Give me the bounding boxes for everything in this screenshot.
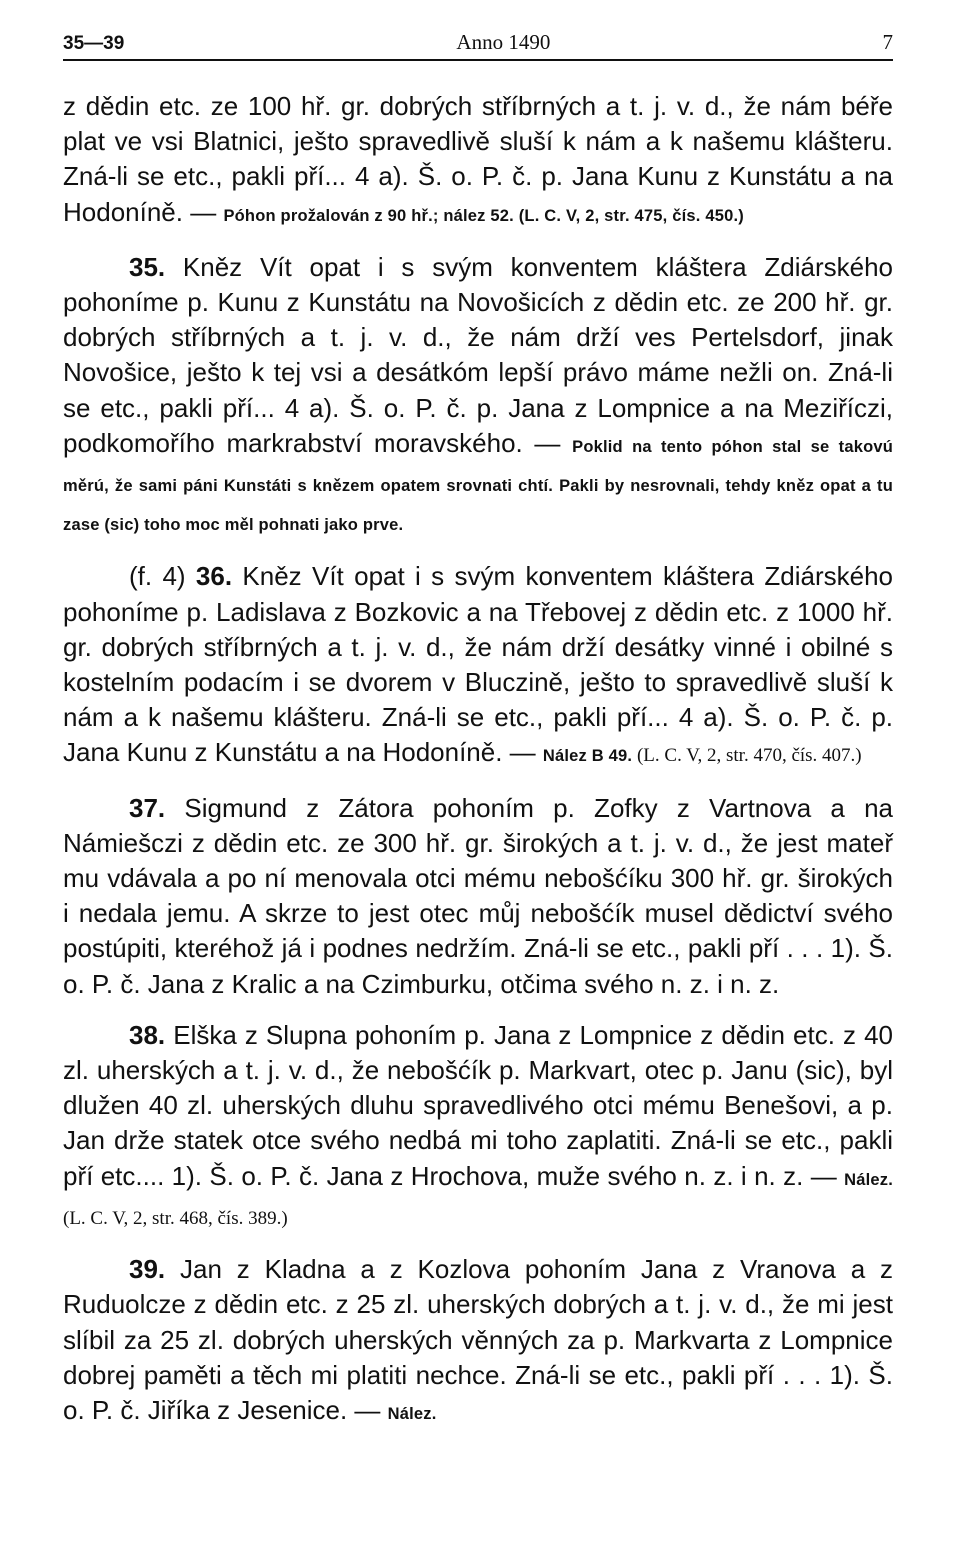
folio-marker: (f. 4) [129, 561, 196, 592]
header-title: Anno 1490 [456, 30, 551, 54]
entry-text: Elška z Slupna pohoním p. Jana z Lompnice z dědin etc. z 40 zl. uherských a t. j. v. d., že nebošćík p. Markvart, otec p. Janu (sic), byl dlužen 40 zl. uherských dluhu spravedlivého otci mému Benešovi, a p. Jan drže statek otce svého nedbá mi toho zaplatiti. Zná-li se etc., pakli pří etc.... 1). Š. o. P. č. Jana z Hrochova, muže svého n. z. i n. z. — [63, 1019, 893, 1191]
entry-reference: (L. C. V, 2, str. 468, čís. 389.) [63, 1207, 288, 1229]
entry-35 [63, 250, 893, 544]
document-page [63, 30, 893, 1432]
entry-reference: (L. C. V, 2, str. 470, čís. 407.) [632, 745, 862, 767]
entry-text: Kněz Vít opat i s svým konventem kláštera Zdiárského pohoníme p. Kunu z Kunstátu na Novošicích z dědin etc. ze 200 hř. gr. dobrých stříbrných a t. j. v. d., že nám drží ves Pertelsdorf, jinak Novošice, ješto k tej vsi a desátkóm lepší právo máme nežli on. Zná-li se etc., pakli pří... 4 a). Š. o. P. č. p. Jana z Lompnice a na Meziříczi, podkomořího markrabství moravského. — [63, 251, 893, 458]
running-header [63, 30, 893, 61]
entry-39 [63, 1252, 893, 1432]
entry-note: Nález B 49. [542, 747, 633, 766]
entry-number: 35. [129, 251, 166, 282]
entry-36 [63, 559, 893, 774]
entry-note: Nález. [387, 1404, 437, 1423]
entry-number: 36. [195, 561, 233, 592]
entry-text: z dědin etc. ze 100 hř. gr. dobrých stříbrných a t. j. v. d., že nám béře plat ve vsi Blatnici, ješto spravedlivě sluší k nám a k našemu klášteru. Zná-li se etc., pakli pří... 4 a). Š. o. P. č. p. Jana Kunu z Kunstátu a na Hodoníně. — [63, 91, 893, 227]
entry-number: 38. [129, 1019, 166, 1050]
page-number: 7 [882, 30, 893, 54]
entry-37 [63, 791, 893, 1002]
entry-text: Kněz Vít opat i s svým konventem kláštera Zdiárského pohoníme p. Ladislava z Bozkovic a na Třebovej z dědin etc. z 1000 hř. gr. dobrých stříbrných a t. j. v. d., že nám drží desátky vinné i obilné s kostelním podacím i se dvorem v Bluczině, ješto to spravedlivě sluší k nám a k našemu klášteru. Zná-li se etc., pakli pří... 4 a). Š. o. P. č. p. Jana Kunu z Kunstátu a na Hodoníně. — [63, 561, 894, 768]
entry-continuation [63, 89, 893, 234]
document-body [63, 89, 893, 1432]
entry-range: 35—39 [63, 33, 125, 54]
entry-38 [63, 1018, 893, 1236]
entry-note: Póhon prožalován z 90 hř.; nález 52. (L. C. V, 2, str. 475, čís. 450.) [223, 206, 744, 225]
entry-text: Jan z Kladna a z Kozlova pohoním Jana z Vranova a z Ruduolcze z dědin etc. z 25 zl. uherských dobrých a t. j. v. d., že mi jest slíbil za 25 zl. dobrých uherských věnných za p. Markvarta z Lompnice dobrej paměti a těch mi platiti nechce. Zná-li se etc., pakli pří . . . 1). Š. o. P. č. Jiříka z Jesenice. — [63, 1254, 893, 1425]
entry-number: 39. [129, 1254, 166, 1285]
entry-text: Sigmund z Zátora pohoním p. Zofky z Vartnova a na Námiešczi z dědin etc. ze 300 hř. gr. širokých a t. j. v. d., že jest mateř mu vdávala a po ní menovala otci mému nebošćíku 300 hř. gr. širokých i nedala jemu. A skrze to jest otec můj nebošćík musel dědictví svého postúpiti, kteréhož já i podnes nedržím. Zná-li se etc., pakli pří . . . 1). Š. o. P. č. Jana z Kralic a na Czimburku, otčima svého n. z. i n. z. [63, 792, 893, 999]
entry-note: Poklid na tento póhon stal se takovú měrú, že sami páni Kunstáti s knězem opatem srovnati chtí. Pakli by nesrovnali, tehdy kněz opat a tu zase (sic) toho moc měl pohnati jako prve. [63, 437, 894, 535]
entry-number: 37. [129, 792, 166, 823]
entry-note: Nález. [844, 1170, 893, 1189]
